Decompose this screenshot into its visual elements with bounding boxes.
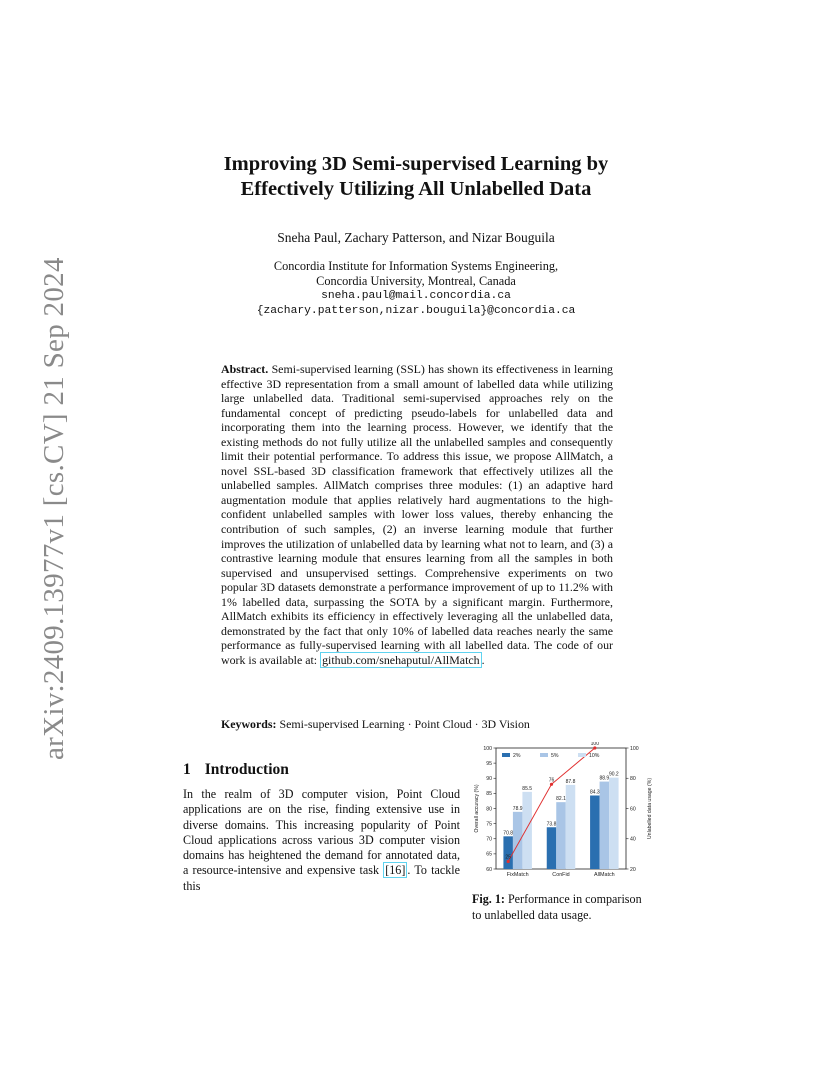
abstract-body: Semi-supervised learning (SSL) has shown its effectiveness in learning effective 3D representation from a small amount of labelled data while utilizing large unlabelled data. Traditional semi-supervised approaches rely on the fundamental concept of predicting pseudo-labels for unlabelled data and incorporating them into the learning process. However, we identify that the existing methods do not fully utilize all the unlabelled samples and consequently limit their potential performance. To address this issue, we propose AllMatch, a novel SSL-based 3D classification framework that effectively utilizes all the unlabelled samples. AllMatch comprises three modules: (1) an adaptive hard augmentation module that applies relatively hard augmentations to the high-confident unlabelled samples with lower loss values, thereby enhancing the contribution of such samples, (2) an inverse learning module that further improves the utilization of unlabelled data by learning what not to learn, and (3) a contrastive learning module that ensures learning from all the samples in both supervised and unsupervised settings. Comprehensive experiments on two popular 3D datasets demonstrate a performance improvement of up to 11.2% with 1% labelled data, surpassing the SOTA by a significant margin. Furthermore, AllMatch exhibits its efficiency in effectively leveraging all the unlabelled data, demonstrated by the fact that only 10% of labelled data reaches nearly the same performance as fully-supervised learning with all labelled data. The code of our work is available at: <box>221 362 613 667</box>
legend-label: 10% <box>589 753 600 759</box>
y-tick-label: 80 <box>486 806 492 813</box>
x-tick-label: ConFid <box>552 872 570 878</box>
bar-value-label: 87.8 <box>565 778 576 785</box>
citation-link[interactable]: [16] <box>385 863 406 878</box>
usage-value-label: 100 <box>590 742 600 747</box>
bar-value-label: 70.8 <box>503 830 514 837</box>
y-tick-label: 60 <box>486 866 492 873</box>
title-line-1: Improving 3D Semi-supervised Learning by <box>223 153 609 175</box>
x-tick-label: AllMatch <box>593 872 615 878</box>
bar <box>522 792 532 869</box>
bar-value-label: 85.5 <box>522 785 533 792</box>
paper-title <box>150 152 682 202</box>
affiliation-block <box>150 259 682 319</box>
email-secondary: {zachary.patterson,nizar.bouguila}@concordia.ca <box>256 305 576 317</box>
y-tick-label: 100 <box>483 745 492 752</box>
legend-swatch <box>578 753 586 757</box>
y-tick-label: 90 <box>486 776 492 783</box>
legend-swatch <box>502 753 510 757</box>
bar-value-label: 84.3 <box>589 789 600 796</box>
usage-value-label: 76 <box>548 777 555 784</box>
affiliation-line-2: Concordia University, Montreal, Canada <box>316 274 516 288</box>
bar-value-label: 78.9 <box>512 805 523 812</box>
bar <box>566 785 576 869</box>
x-tick-label: FixMatch <box>506 872 529 878</box>
author-list: Sneha Paul, Zachary Patterson, and Nizar Bouguila <box>277 230 555 245</box>
code-link[interactable]: github.com/snehaputul/AllMatch <box>322 652 480 667</box>
bar <box>590 795 600 869</box>
bar-value-label: 88.9 <box>599 775 610 782</box>
keywords-label: Keywords: <box>221 717 277 731</box>
intro-paragraph <box>183 787 460 894</box>
arxiv-identifier: arXiv:2409.13977v1 [cs.CV] 21 Sep 2024 <box>38 257 70 760</box>
bar <box>556 802 566 869</box>
section-heading <box>183 761 289 779</box>
y-right-tick-label: 80 <box>630 776 636 783</box>
abstract-period: . <box>481 652 485 667</box>
bar <box>513 812 523 869</box>
keywords-text: Semi-supervised Learning · Point Cloud · 3D Vision <box>279 717 530 731</box>
bar <box>547 827 557 869</box>
title-line-2: Effectively Utilizing All Unlabelled Data <box>240 178 592 200</box>
y-right-tick-label: 100 <box>630 745 639 752</box>
y-tick-label: 75 <box>486 821 492 828</box>
legend-label: 2% <box>513 753 521 759</box>
section-number: 1 <box>183 761 191 778</box>
bar-value-label: 82.1 <box>556 796 566 803</box>
figure-1-chart <box>460 742 660 882</box>
affiliation-line-1: Concordia Institute for Information Systems Engineering, <box>273 259 559 273</box>
figure-label: Fig. 1: <box>472 892 505 906</box>
intro-text-tail: . To tackle this <box>183 863 460 893</box>
bar-value-label: 73.8 <box>546 821 557 828</box>
y-right-tick-label: 40 <box>630 836 636 843</box>
email-primary: sneha.paul@mail.concordia.ca <box>321 290 511 302</box>
abstract <box>221 362 613 667</box>
y-tick-label: 95 <box>486 760 492 767</box>
y-axis-label: Overall accuracy (%) <box>474 784 480 833</box>
legend-label: 5% <box>551 753 559 759</box>
y-tick-label: 65 <box>486 851 492 858</box>
y-tick-label: 85 <box>486 791 492 798</box>
section-title: Introduction <box>204 761 289 778</box>
y-right-axis-label: Unlabelled data usage (%) <box>647 777 653 840</box>
bar <box>600 782 610 869</box>
y-tick-label: 70 <box>486 836 492 843</box>
figure-caption-text: Performance in comparison to unlabelled data usage. <box>472 892 642 922</box>
keywords <box>221 717 621 732</box>
legend-swatch <box>540 753 548 757</box>
bar-value-label: 90.2 <box>608 771 619 778</box>
usage-value-label: 25 <box>505 854 511 861</box>
bar <box>609 778 619 869</box>
bar <box>503 836 513 869</box>
y-right-tick-label: 20 <box>630 866 636 873</box>
intro-text: In the realm of 3D computer vision, Point Cloud applications are on the rise, finding extensive use in diverse domains. This increasing popularity of Point Cloud applications across various 3D computer vision domains has heightened the demand for annotated data, a resource-intensive and expensive task <box>183 787 460 878</box>
citation-number: 16 <box>389 863 402 878</box>
y-right-tick-label: 60 <box>630 806 636 813</box>
abstract-label: Abstract. <box>221 362 269 376</box>
figure-caption <box>472 892 642 923</box>
